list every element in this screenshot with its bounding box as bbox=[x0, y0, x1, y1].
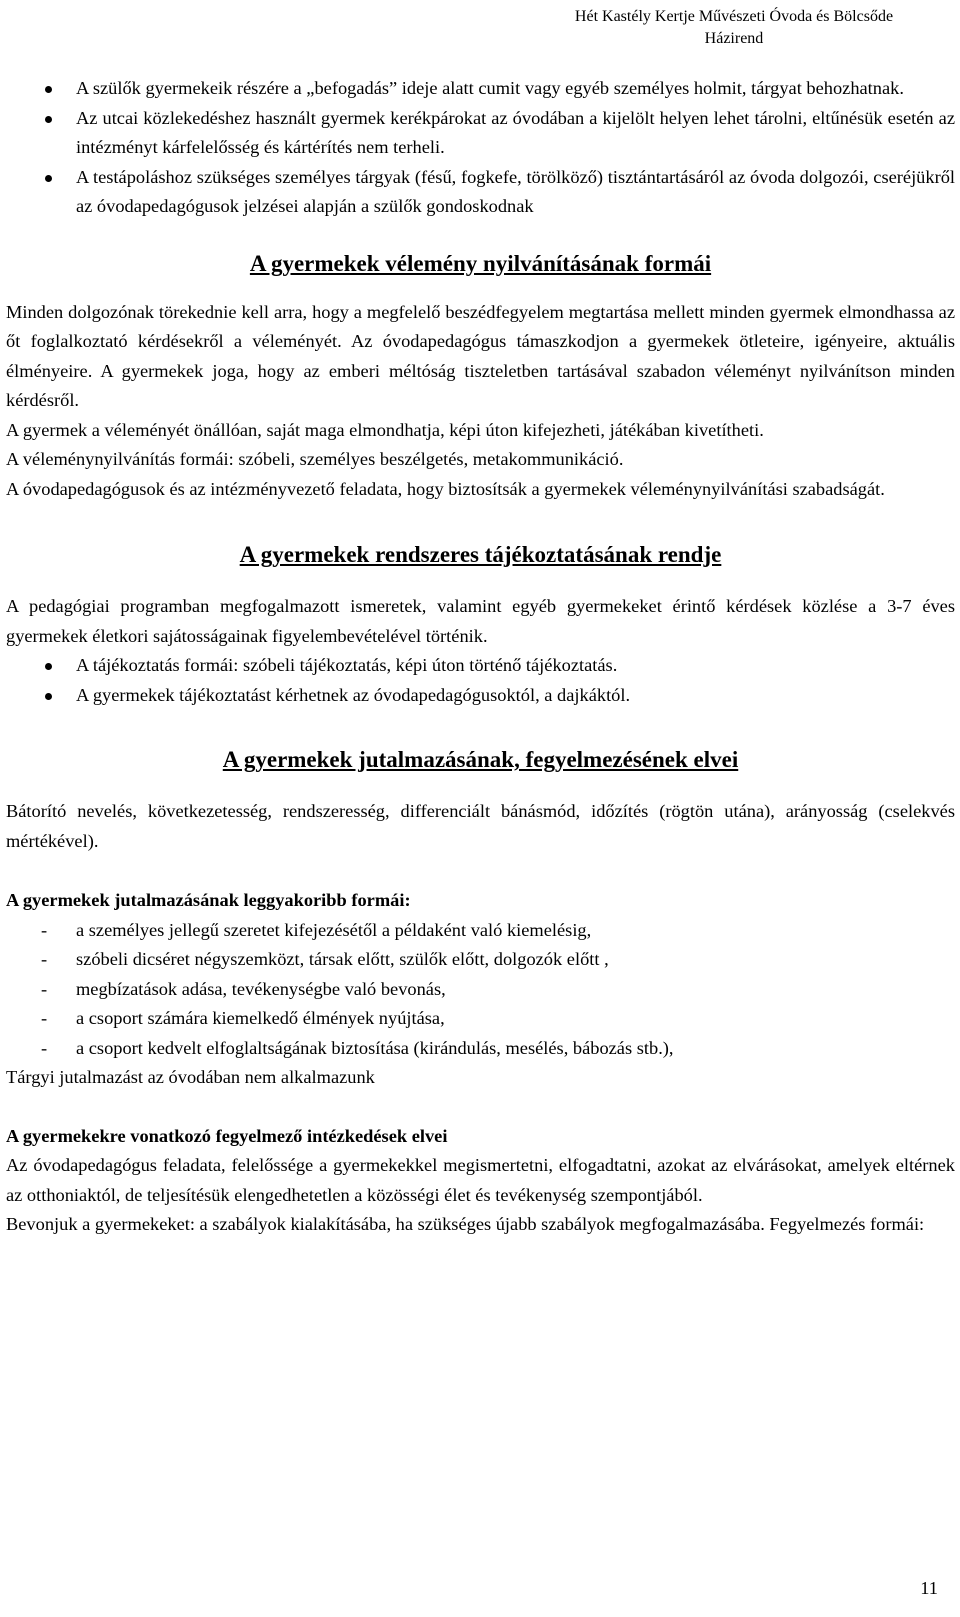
paragraph: Minden dolgozónak törekednie kell arra, hogy a megfelelő beszédfegyelem megtartása mellett minden gyermek elmondhassa az őt foglalkoztató kérdésekről a véleményét. Az óvodapedagógus támaszkodjon a gyermekek ötleteire, igényeire, aktuális élményeire. A gyermekek joga, hogy az emberi méltóság tiszteletben tartásával szabadon véleményt nyilvánítson minden kérdésről. bbox=[6, 301, 955, 410]
reward-list bbox=[6, 916, 955, 1064]
paragraph: Bátorító nevelés, következetesség, rendszeresség, differenciált bánásmód, időzítés (rögtön utána), arányosság (cselekvés mértékével). bbox=[6, 801, 955, 851]
paragraph: A pedagógiai programban megfogalmazott ismeretek, valamint egyéb gyermekeket érintő kérdések közlése a 3-7 éves gyermekek életkori sajátosságainak figyelembevételével történik. bbox=[6, 596, 955, 646]
paragraph: A óvodapedagógusok és az intézményvezető feladata, hogy biztosítsák a gyermekek véleménynyilvánítási szabadságát. bbox=[6, 478, 885, 499]
top-bullet-list bbox=[6, 74, 955, 222]
bullet-icon bbox=[45, 663, 52, 670]
dash-marker: - bbox=[41, 978, 48, 999]
paragraph: Bevonjuk a gyermekeket: a szabályok kialakításába, ha szükséges újabb szabályok megfogalmazásába. Fegyelmezés formái: bbox=[6, 1214, 925, 1234]
list-item: A szülők gyermekeik részére a „befogadás” ideje alatt cumit vagy egyéb személyes holmit, tárgyat behozhatnak. bbox=[6, 74, 955, 104]
list-item: - szóbeli dicséret négyszemközt, társak előtt, szülők előtt, dolgozók előtt , bbox=[6, 945, 955, 975]
list-item: A tájékoztatás formái: szóbeli tájékoztatás, képi úton történő tájékoztatás. bbox=[6, 651, 955, 681]
bullet-icon bbox=[45, 693, 52, 700]
list-item: - megbízatások adása, tevékenységbe való bevonás, bbox=[6, 975, 955, 1005]
dash-marker: - bbox=[41, 949, 48, 969]
paragraph: Az óvodapedagógus feladata, felelőssége a gyermekekkel megismertetni, elfogadtatni, azokat az elvárásokat, amelyek eltérnek az otthoniaktól, de teljesítésük elengedhetetlen a közösségi élet és tevékenység szempontjából. bbox=[6, 1155, 955, 1205]
paragraph: A gyermek a véleményét önállóan, saját maga elmondhatja, képi úton kifejezheti, játékában kivetítheti. bbox=[6, 419, 764, 440]
page-number: 11 bbox=[920, 1578, 938, 1598]
dash-marker: - bbox=[41, 1037, 48, 1058]
dash-marker: - bbox=[41, 1008, 48, 1028]
header-document-title: Házirend bbox=[704, 30, 764, 47]
list-item: - a csoport számára kiemelkedő élmények nyújtása, bbox=[6, 1004, 955, 1034]
section-heading-rewards: A gyermekek jutalmazásának, fegyelmezésének elvei bbox=[222, 747, 739, 772]
section-heading-opinion: A gyermekek vélemény nyilvánításának formái bbox=[249, 250, 712, 276]
subheading-discipline: A gyermekekre vonatkozó fegyelmező intézkedések elvei bbox=[6, 1125, 448, 1146]
dash-marker: - bbox=[41, 919, 48, 940]
bullet-icon bbox=[45, 116, 52, 123]
bullet-icon bbox=[45, 86, 52, 93]
list-item: A testápoláshoz szükséges személyes tárgyak (fésű, fogkefe, törölköző) tisztántartásáról az óvoda dolgozói, cseréjükről az óvodapedagógusok jelzései alapján a szülők gondoskodnak bbox=[6, 163, 955, 222]
paragraph: Tárgyi jutalmazást az óvodában nem alkalmazunk bbox=[6, 1067, 375, 1087]
header-institution: Hét Kastély Kertje Művészeti Óvoda és Bölcsőde bbox=[574, 8, 894, 25]
page-header bbox=[524, 6, 944, 50]
list-item: A gyermekek tájékoztatást kérhetnek az óvodapedagógusoktól, a dajkáktól. bbox=[6, 681, 955, 711]
list-item: - a csoport kedvelt elfoglaltságának biztosítása (kirándulás, mesélés, bábozás stb.), bbox=[6, 1034, 955, 1064]
section-heading-information: A gyermekek rendszeres tájékoztatásának rendje bbox=[239, 542, 722, 567]
information-bullet-list bbox=[6, 651, 955, 710]
bullet-icon bbox=[45, 175, 52, 182]
subheading-reward-forms: A gyermekek jutalmazásának leggyakoribb formái: bbox=[6, 890, 411, 910]
paragraph: A véleménynyilvánítás formái: szóbeli, személyes beszélgetés, metakommunikáció. bbox=[6, 449, 624, 469]
list-item: Az utcai közlekedéshez használt gyermek kerékpárokat az óvodában a kijelölt helyen lehet tárolni, eltűnésük esetén az intézményt kárfelelősség és kártérítés nem terheli. bbox=[6, 104, 955, 163]
list-item: - a személyes jellegű szeretet kifejezésétől a példaként való kiemelésig, bbox=[6, 916, 955, 946]
page-content bbox=[6, 74, 955, 1240]
